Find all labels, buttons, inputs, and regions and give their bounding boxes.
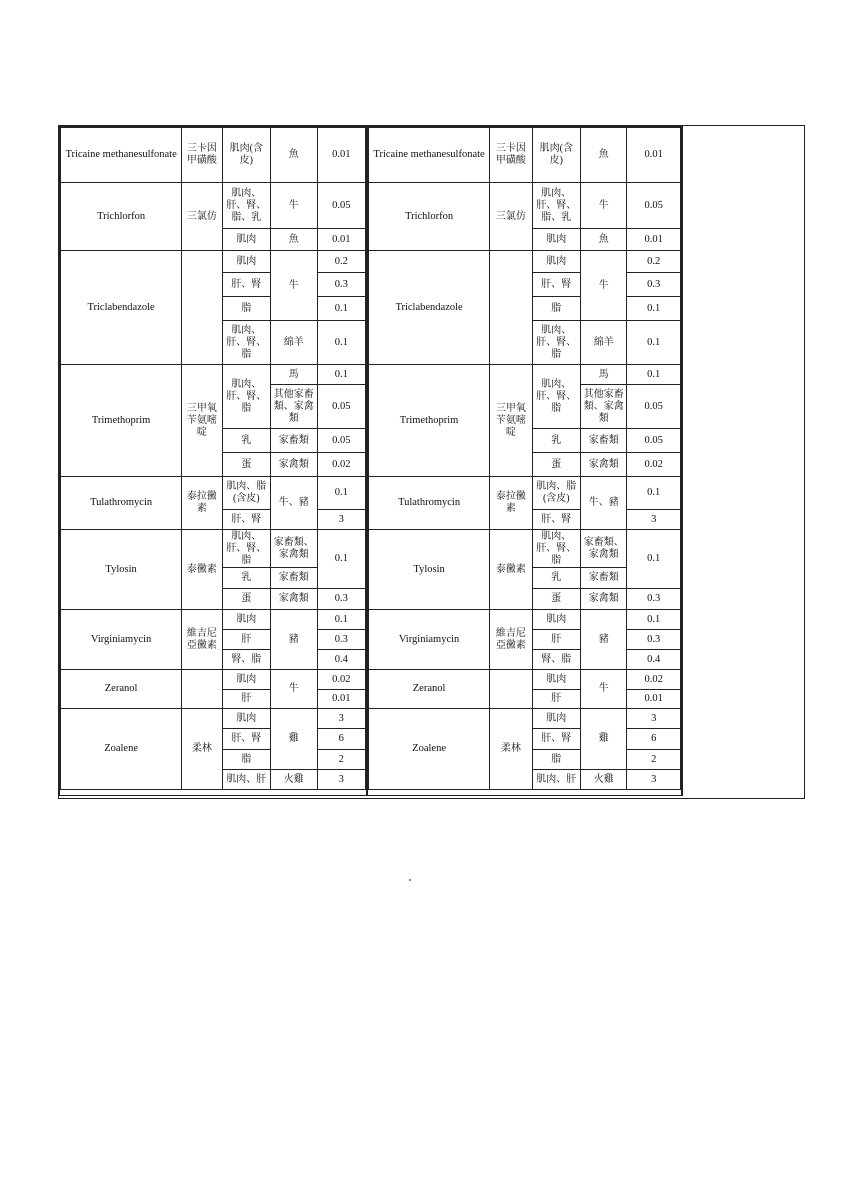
table-cell: 肌肉 [532,610,580,630]
table-cell: 0.1 [317,297,366,321]
table-cell: 肌肉、 肝、腎、 脂 [222,365,270,429]
table-row [61,709,366,729]
table-cell: 0.3 [627,630,681,650]
table-cell: 三氯仿 [490,183,532,251]
table-cell: 牛 [271,670,317,709]
table-cell: 2 [627,750,681,770]
table-cell: Trichlorfon [61,183,182,251]
table-cell: 2 [317,750,366,770]
table-cell: 蛋 [222,589,270,610]
table-cell: 肌肉 [532,251,580,273]
table-cell: Triclabendazole [61,251,182,365]
table-cell: 家禽類 [271,453,317,477]
residue-table [60,127,366,790]
table-cell: 0.01 [317,128,366,183]
table-row [369,670,681,690]
table-cell: 肌肉 [532,229,580,251]
table-cell: 蛋 [222,453,270,477]
table-cell: 乳 [222,429,270,453]
table-cell: 脂 [532,297,580,321]
table-cell: 乳 [222,568,270,589]
table-cell: 牛、豬 [581,477,627,530]
table-cell: 脂 [532,750,580,770]
table-cell: 雞 [581,709,627,770]
table-cell: 牛 [271,251,317,321]
table-cell: Tulathromycin [61,477,182,530]
table-cell: 0.1 [627,610,681,630]
table-cell: 馬 [581,365,627,385]
table-cell: 0.3 [317,630,366,650]
table-cell: 肌肉 [222,670,270,690]
table-cell: 3 [317,770,366,790]
table-row [369,709,681,729]
table-cell: 魚 [271,229,317,251]
table-row [61,610,366,630]
table-cell: 家畜類、 家禽類 [581,530,627,568]
table-cell: Zoalene [369,709,490,790]
table-cell: 綿羊 [581,321,627,365]
table-cell: 家畜類 [581,568,627,589]
table-row [369,251,681,273]
table-cell: 0.01 [627,128,681,183]
table-row [369,530,681,568]
table-cell: 肝、腎 [222,510,270,530]
table-row [61,530,366,568]
table-cell: Zeranol [369,670,490,709]
table-cell: 0.1 [317,477,366,510]
table-cell: 雞 [271,709,317,770]
table-cell: 肝、腎 [222,273,270,297]
table-cell: 0.1 [317,610,366,630]
table-cell: 家禽類 [581,589,627,610]
table-cell: 0.1 [627,530,681,589]
table-cell: 肌肉、 肝、腎、 脂 [532,365,580,429]
table-cell: 0.01 [627,229,681,251]
table-cell [182,251,222,365]
table-cell: 家禽類 [271,589,317,610]
table-cell: 肌肉 [222,229,270,251]
table-row [369,183,681,229]
table-cell: 0.02 [317,453,366,477]
table-cell: 肌肉 [222,610,270,630]
table-cell: 肌肉 [222,251,270,273]
table-cell: 三甲氧 苄氨嘧 啶 [490,365,532,477]
table-cell: 柔林 [490,709,532,790]
table-cell: 0.1 [627,477,681,510]
table-cell: Trimethoprim [61,365,182,477]
table-cell: 0.05 [627,429,681,453]
table-row [61,477,366,510]
table-cell: 家畜類 [271,568,317,589]
table-cell: 三甲氧 苄氨嘧 啶 [182,365,222,477]
table-cell: 0.05 [317,429,366,453]
table-cell: 0.2 [627,251,681,273]
table-cell: 0.05 [627,183,681,229]
table-cell: 綿羊 [271,321,317,365]
table-cell: Trimethoprim [369,365,490,477]
table-cell: 魚 [581,229,627,251]
table-cell: 肝 [532,690,580,709]
table-cell: Tricaine methanesulfonate [61,128,182,183]
table-cell: 蛋 [532,589,580,610]
table-cell: 0.3 [317,273,366,297]
table-cell: 0.1 [627,365,681,385]
table-cell: 肌肉(含 皮) [222,128,270,183]
table-row [369,365,681,385]
table-cell: 0.01 [317,229,366,251]
table-cell: 0.02 [627,453,681,477]
table-cell: Triclabendazole [369,251,490,365]
table-row [61,183,366,229]
table-cell: 3 [627,770,681,790]
table-cell: 豬 [271,610,317,670]
table-cell: 肝 [222,630,270,650]
table-cell: 家禽類 [581,453,627,477]
table-cell: 三卡因 甲磺酸 [490,128,532,183]
table-cell: 腎、脂 [532,650,580,670]
table-cell: 肌肉、肝 [532,770,580,790]
table-cell: 魚 [271,128,317,183]
table-cell: 脂 [222,297,270,321]
table-cell: 牛 [581,183,627,229]
table-cell: 火雞 [581,770,627,790]
table-cell: 肝 [532,630,580,650]
table-cell: 牛 [581,251,627,321]
table-cell: 肌肉、 肝、腎、 脂 [532,321,580,365]
table-cell [490,251,532,365]
table-cell: 6 [317,729,366,750]
table-row [369,477,681,510]
table-cell: 家畜類 [271,429,317,453]
table-cell: 肌肉、肝 [222,770,270,790]
table-cell [182,670,222,709]
document-frame [58,125,805,799]
table-cell: Tricaine methanesulfonate [369,128,490,183]
table-cell: 維吉尼亞黴素 [490,610,532,670]
table-cell: 乳 [532,429,580,453]
table-cell: 肝、腎 [532,510,580,530]
table-cell: 3 [317,709,366,729]
table-cell: 魚 [581,128,627,183]
table-cell: 0.01 [317,690,366,709]
table-cell: 0.01 [627,690,681,709]
table-cell: 三氯仿 [182,183,222,251]
table-cell: 家畜類、 家禽類 [271,530,317,568]
table-cell: 牛 [581,670,627,709]
table-cell: 肌肉(含 皮) [532,128,580,183]
table-cell: 泰黴素 [182,530,222,610]
table-cell: 三卡因 甲磺酸 [182,128,222,183]
table-row [369,610,681,630]
table-cell: 柔林 [182,709,222,790]
table-cell: 馬 [271,365,317,385]
table-cell: 0.4 [627,650,681,670]
table-cell: 豬 [581,610,627,670]
table-cell: 3 [317,510,366,530]
table-cell: 牛 [271,183,317,229]
table-cell: Tylosin [61,530,182,610]
table-cell: Virginiamycin [369,610,490,670]
table-cell: 蛋 [532,453,580,477]
remarks-column [682,126,805,796]
table-cell: Trichlorfon [369,183,490,251]
table-cell: 其他家畜 類、家禽 類 [271,385,317,429]
table-cell: Virginiamycin [61,610,182,670]
table-cell: Tulathromycin [369,477,490,530]
table-cell [490,670,532,709]
table-cell: 肌肉、脂 (含皮) [532,477,580,510]
table-cell: 0.1 [627,297,681,321]
table-cell: 脂 [222,750,270,770]
table-cell: 肌肉 [222,709,270,729]
table-cell: Tylosin [369,530,490,610]
table-cell: 泰拉黴 素 [490,477,532,530]
table-cell: 家畜類 [581,429,627,453]
table-cell: 3 [627,510,681,530]
table-cell: 火雞 [271,770,317,790]
table-cell: 肌肉、 肝、腎、 脂 [222,530,270,568]
table-cell: Zeranol [61,670,182,709]
table-cell: 0.1 [317,321,366,365]
residue-table [368,127,681,790]
table-cell: 維吉尼亞黴素 [182,610,222,670]
table-cell: 0.1 [627,321,681,365]
table-cell: 0.1 [317,530,366,589]
table-cell: 肌肉、 肝、腎、 脂 [222,321,270,365]
table-cell: 肌肉、 肝、腎、 脂、乳 [532,183,580,229]
table-left [59,126,367,796]
table-cell: 0.2 [317,251,366,273]
table-cell: 肝、腎 [222,729,270,750]
table-cell: 6 [627,729,681,750]
table-cell: 0.02 [627,670,681,690]
table-cell: 0.3 [317,589,366,610]
table-cell: 腎、脂 [222,650,270,670]
table-cell: 肝、腎 [532,273,580,297]
table-row [61,251,366,273]
table-cell: 3 [627,709,681,729]
table-cell: 肌肉 [532,709,580,729]
table-cell: 肌肉、脂 (含皮) [222,477,270,510]
table-cell: 0.05 [317,385,366,429]
table-right [367,126,682,796]
table-cell: Zoalene [61,709,182,790]
table-cell: 0.02 [317,670,366,690]
table-row [61,128,366,183]
table-cell: 泰拉黴 素 [182,477,222,530]
table-cell: 0.05 [627,385,681,429]
table-row [61,365,366,385]
table-row [61,670,366,690]
table-cell: 0.1 [317,365,366,385]
table-cell: 牛、豬 [271,477,317,530]
table-cell: 肝、腎 [532,729,580,750]
table-cell: 肌肉、 肝、腎、 脂、乳 [222,183,270,229]
table-cell: 乳 [532,568,580,589]
table-cell: 0.3 [627,589,681,610]
table-row [369,128,681,183]
table-cell: 其他家畜 類、家禽 類 [581,385,627,429]
table-cell: 泰黴素 [490,530,532,610]
table-cell: 肝 [222,690,270,709]
table-cell: 肌肉 [532,670,580,690]
table-cell: 0.4 [317,650,366,670]
table-cell: 肌肉、 肝、腎、 脂 [532,530,580,568]
scan-speck [409,879,411,881]
table-cell: 0.3 [627,273,681,297]
table-cell: 0.05 [317,183,366,229]
